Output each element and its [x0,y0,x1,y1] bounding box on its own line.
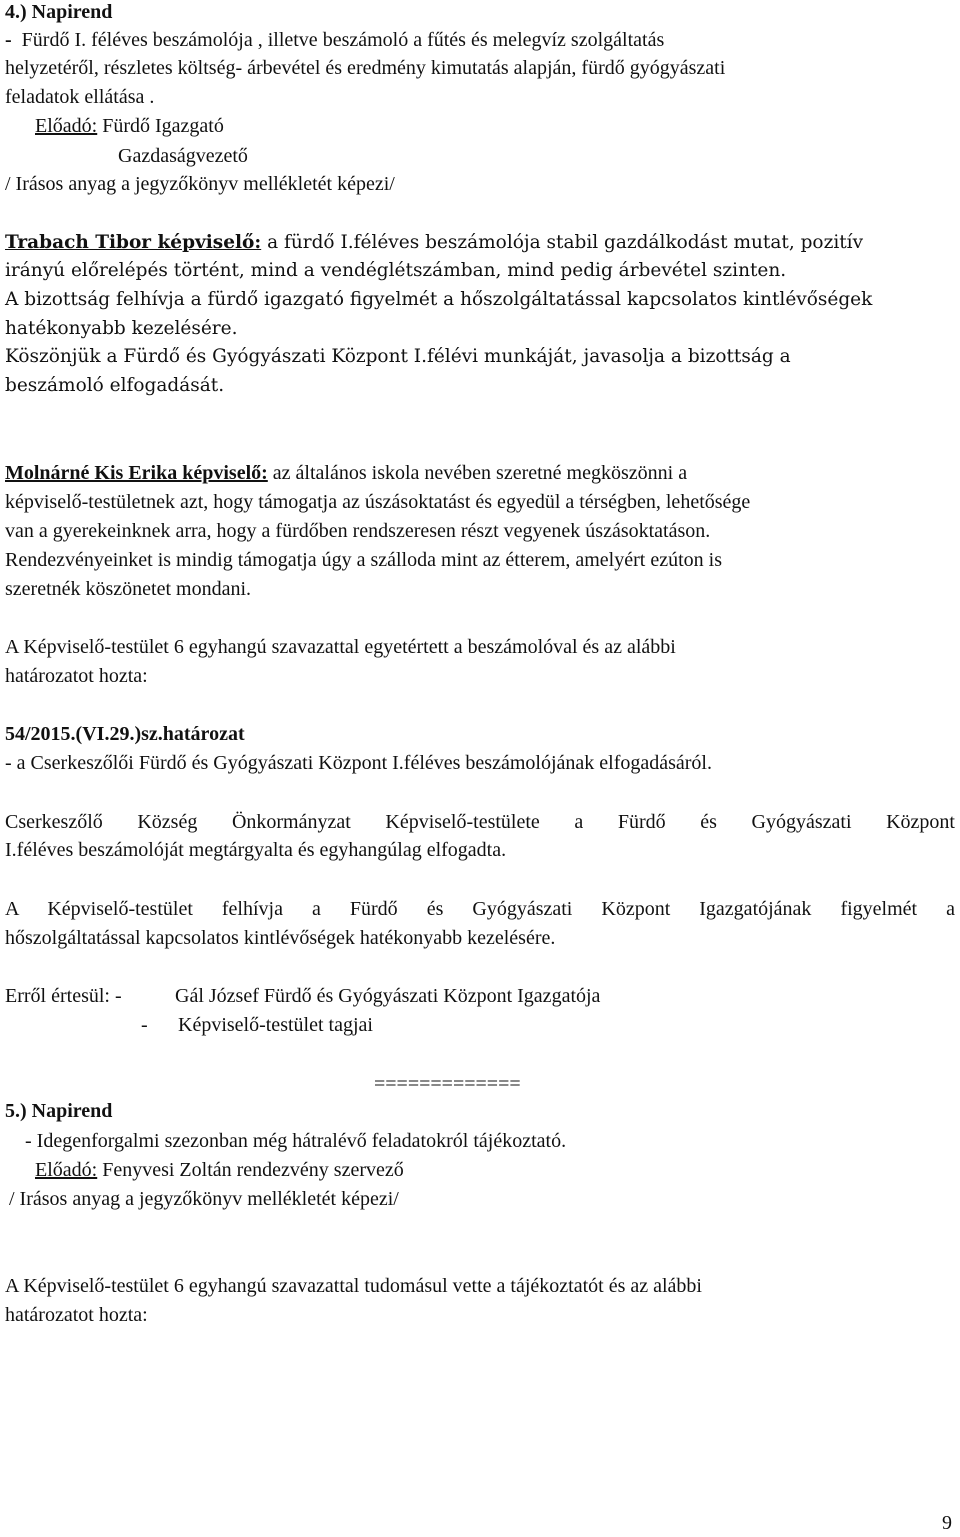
molnarne-speaker: Molnárné Kis Erika képviselő: [5,462,268,484]
resolution-p2-line-1: A Képviselő-testület felhívja a Fürdő és Gyógyászati Központ Igazgatójának figyelmét a [5,898,955,920]
trabach-line-5: Köszönjük a Fürdő és Gyógyászati Központ I.félévi munkáját, javasolja a bizottság a [5,346,791,367]
resolution-notify-2: Képviselő-testület tagjai [178,1014,373,1036]
vote2-line-1: A Képviselő-testület 6 egyhangú szavazattal tudomásul vette a tájékoztatót és az alábbi [5,1275,702,1297]
vote1-line-1: A Képviselő-testület 6 egyhangú szavazattal egyetértett a beszámolóval és az alábbi [5,636,676,658]
page-number: 9 [942,1512,952,1534]
item5-presenter [35,1158,404,1182]
trabach-line-3: A bizottság felhívja a fürdő igazgató figyelmét a hőszolgáltatással kapcsolatos kintlévőségek [5,289,873,310]
item4-subject-text-1: Fürdő I. féléves beszámolója , illetve beszámoló a fűtés és melegvíz szolgáltatás [21,29,665,51]
resolution-number: 54/2015.(VI.29.)sz.határozat [5,723,245,745]
trabach-speaker: Trabach Tibor képviselő: [5,232,262,253]
item5-presenter-label: Előadó: [35,1159,98,1181]
trabach-line-6: beszámoló elfogadását. [5,375,225,396]
molnarne-line-1 [5,461,687,485]
trabach-text-1: a fürdő I.féléves beszámolója stabil gazdálkodást mutat, pozitív [267,232,864,253]
vote2-line-2: határozatot hozta: [5,1304,148,1326]
item5-presenter-name: Fenyvesi Zoltán rendezvény szervező [102,1159,404,1181]
item5-attachment: / Irásos anyag a jegyzőkönyv mellékletét képezi/ [9,1188,399,1210]
item4-subject-line-1 [5,28,664,52]
item4-presenter-2: Gazdaságvezető [118,145,248,167]
resolution-p1-line-1: Cserkeszőlő Község Önkormányzat Képviselő-testülete a Fürdő és Gyógyászati Központ [5,811,955,833]
resolution-notify-dash: - [141,1014,148,1036]
item4-subject-line-2: helyzetéről, részletes költség- árbevétel és eredmény kimutatás alapján, fürdő gyógyászati [5,57,726,79]
resolution-notify-label: Erről értesül: - [5,985,122,1007]
item4-attachment: / Irásos anyag a jegyzőkönyv mellékletét képezi/ [5,173,395,195]
trabach-line-2: irányú előrelépés történt, mind a vendéglétszámban, mind pedig árbevétel szinten. [5,260,787,281]
vote1-line-2: határozatot hozta: [5,665,148,687]
trabach-line-1 [5,231,863,255]
resolution-notify-1: Gál József Fürdő és Gyógyászati Központ Igazgatója [175,985,601,1007]
item4-presenter-label: Előadó: [35,115,98,137]
resolution-p1-line-2: I.féléves beszámolóját megtárgyalta és egyhangúlag elfogadta. [5,839,507,861]
trabach-line-4: hatékonyabb kezelésére. [5,318,238,339]
item4-presenter-1: Fürdő Igazgató [102,115,224,137]
item4-dash: - [5,29,12,51]
item4-presenter [35,114,224,138]
molnarne-text-1: az általános iskola nevében szeretné megköszönni a [272,462,688,484]
item5-heading: 5.) Napirend [5,1100,113,1122]
item4-subject-line-3: feladatok ellátása . [5,86,155,108]
resolution-subject: - a Cserkeszőlői Fürdő és Gyógyászati Központ I.féléves beszámolójának elfogadásáról. [5,752,712,774]
resolution-p2-line-2: hőszolgáltatással kapcsolatos kintlévőségek hatékonyabb kezelésére. [5,927,556,949]
item4-heading: 4.) Napirend [5,1,113,23]
item5-subject: - Idegenforgalmi szezonban még hátralévő feladatokról tájékoztató. [25,1130,567,1152]
molnarne-line-5: szeretnék köszönetet mondani. [5,578,252,600]
molnarne-line-3: van a gyerekeinknek arra, hogy a fürdőben rendszeresen részt vegyenek úszásoktatáson. [5,520,711,542]
molnarne-line-4: Rendezvényeinket is mindig támogatja úgy a szálloda mint az étterem, amelyért ezúton is [5,549,722,571]
resolution-separator: ============= [374,1073,521,1095]
molnarne-line-2: képviselő-testületnek azt, hogy támogatja az úszásoktatást és egyedül a térségben, lehetősége [5,491,751,513]
